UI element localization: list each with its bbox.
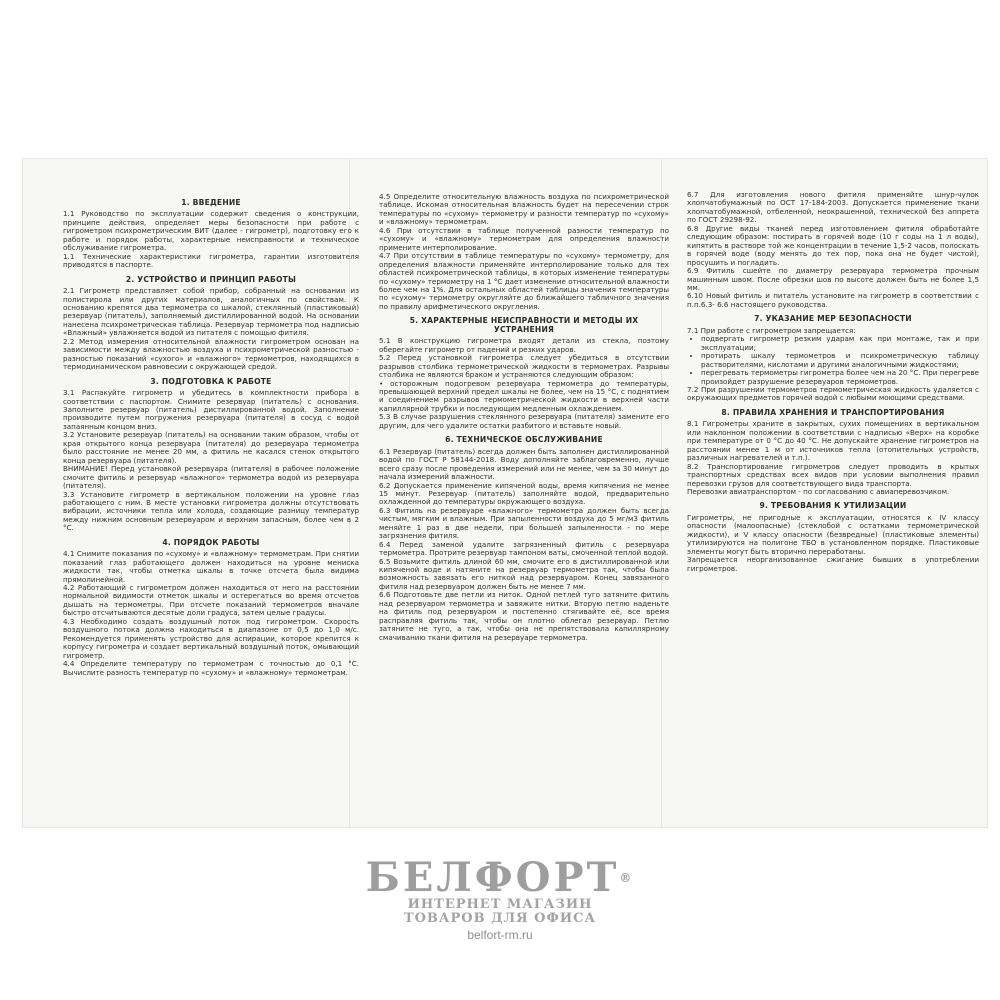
- store-logo: [0, 854, 1000, 926]
- trademark-sign: ®: [619, 871, 635, 885]
- section-heading: 1. ВВЕДЕНИЕ: [181, 198, 241, 207]
- list-item: • перегревать термометры гигрометра более чем на 20 °С. При перегреве произойдет разрушение резервуаров термометров.: [701, 369, 979, 386]
- bullet-list: [687, 335, 979, 386]
- column-3: [687, 191, 979, 573]
- paragraph: 3.1 Распакуйте гигрометр и убедитесь в комплектности прибора в соответствии с паспортом. Снимите резервуар (питатель) с основания. Заполните резервуар (питатель) дистиллированной водой. Заполнение производите путем погружения резервуара (питателя) в сосуд с водой запаянным концом вниз.: [63, 388, 359, 431]
- store-url: belfort-rm.ru: [467, 928, 533, 942]
- section-heading: 7. УКАЗАНИЕ МЕР БЕЗОПАСНОСТИ: [754, 314, 912, 324]
- paragraph: Запрещается неорганизованное сжигание бывших в употреблении гигрометров.: [687, 555, 979, 573]
- paragraph: 3.2 Установите резервуар (питатель) на основании таким образом, чтобы от края открытого конца резервуара (питателя) до резервуара термометра было расстояние не менее 20 мм, а фитиль не касался стенок открытого конца резервуара (питателя).: [63, 430, 359, 465]
- paragraph: 6.5 Возьмите фитиль длиной 60 мм, смочите его в дистиллированной или кипяченой воде и натяните на резервуар термометра так, чтобы была возможность завязать его ниткой над резервуаром. Конец завязанного фитиля над резервуаром должен быть не менее 7 мм.: [379, 556, 669, 591]
- paragraph: 2.1 Гигрометр представляет собой прибор, собранный на основании из полистирола или других материалов, аналогичных по свойствам. К основанию крепятся два термометра со шкалой, стеклянный (пластиковый) резервуар (питатель), заполняемый дистиллированной водой. На основании нанесена психрометрическая таблица. Резервуар термометра под надписью «Влажный» увлажняется водой из питателя с помощью фитиля.: [63, 286, 359, 338]
- paragraph: 6.6 Подготовьте две петли из ниток. Одной петлей туго затяните фитиль над резервуаром термометра и завяжите нитки. Вторую петлю наденьте на фитиль под резервуаром и постепенно стягивайте её, все время расправляя фитиль так, чтобы он плотно облегал резервуар. Петлю затяните не туго, а так, чтобы она не препятствовала капиллярному смачиванию ткани фитиля на резервуаре термометра.: [379, 590, 669, 642]
- paragraph: 7.1 При работе с гигрометром запрещается:: [687, 325, 856, 335]
- column-2: [379, 193, 669, 642]
- section-heading: 5. ХАРАКТЕРНЫЕ НЕИСПРАВНОСТИ И МЕТОДЫ ИХ УСТРАНЕНИЯ: [409, 316, 639, 334]
- paragraph: 4.5 Определите относительную влажность воздуха по психрометрической таблице. Искомая относительная влажность будет на пересечении строк температуры по «сухому» термометру и разности температур по «сухому» и «влажному» термометрам.: [379, 192, 669, 227]
- paragraph: 4.7 При отсутствии в таблице температуры по «сухому» термометру, для определения влажности применяйте интерполирование только для тех областей психрометрической таблицы, в которых изменение температуры по «сухому» термометру на 1 °С дает изменение относительной влажности более чем на 1%. Для остальных областей таблицы значения температуры по «сухому» термометру округляйте до ближайшего табличного значения по правилу арифметического округления.: [379, 251, 669, 311]
- column-1: [63, 193, 359, 677]
- paragraph: 7.2 При разрушении термометров термометрическая жидкость удаляется с окружающих предметов горячей водой с любыми моющими средствами.: [687, 384, 979, 403]
- paragraph: 4.2 Работающий с гигрометром должен находиться от него на расстоянии нормальной видимости отметок шкалы и остерегаться во время отсчетов дышать на термометры. При отсчете показаний термометров вначале быстро отсчитываются десятые доли градуса, затем целые градусы.: [63, 583, 359, 618]
- paragraph: 6.4 Перед заменой удалите загрязненный фитиль с резервуара термометра. Протрите резервуар тампоном ваты, смоченной теплой водой.: [379, 539, 669, 558]
- section-heading: 9. ТРЕБОВАНИЯ К УТИЛИЗАЦИИ: [759, 501, 907, 511]
- paragraph: 2.2 Метод измерения относительной влажности гигрометром основан на зависимости между влажностью воздуха и психрометрической разностью - разностью показаний «сухого» и «влажного» термометров, находящихся в термодинамическом равновесии с окружающей средой.: [63, 336, 359, 372]
- paragraph: 4.1 Снимите показания по «сухому» и «влажному» термометрам. При снятии показаний глаз работающего должен находиться на уровне мениска жидкости так, чтобы отметка шкалы в точке отсчета была видима прямолинейной.: [63, 549, 359, 584]
- paragraph: 4.4 Определите температуру по термометрам с точностью до 0,1 °С. Вычислите разность температур по «сухому» и «влажному» термометрам.: [63, 659, 359, 677]
- logo-tagline-2: ТОВАРОВ ДЛЯ ОФИСА: [403, 911, 597, 926]
- paragraph: 4.6 При отсутствии в таблице полученной разности температур по «сухому» и «влажному» термометрам для определения влажности примените интерполирование.: [379, 225, 669, 252]
- logo-tagline-1: ИНТЕРНЕТ МАГАЗИН: [407, 897, 593, 912]
- paragraph: ВНИМАНИЕ! Перед установкой резервуара (питателя) в рабочее положение смочите фитиль и резервуар «влажного» термометра водой из резервуара (питателя).: [63, 464, 359, 491]
- paragraph: 1.1 Руководство по эксплуатации содержит сведения о конструкции, принципе действия, определяет меры безопасности при работе с гигрометром психрометрическим ВИТ (далее - гигрометр), подготовку его к работе и порядок работы, характерные неисправности и техническое обслуживание гигрометра.: [63, 209, 359, 253]
- paragraph: 4.3 Необходимо создать воздушный поток под гигрометром. Скорость воздушного потока должна находиться в диапазоне от 0,5 до 1,0 м/с. Рекомендуется применять устройство для аспирации, которое крепится к корпусу гигрометра и создает вертикальный воздушный поток, омывающий гигрометр.: [63, 616, 359, 660]
- paragraph: • осторожным подогревом резервуара термометра до температуры, превышающей верхний предел шкалы не более, чем на 15 °С, с поднятием и соединением разрывов термометрической жидкости в верхней части капиллярной трубки и последующим медленным охлаждением.: [379, 378, 669, 413]
- section-heading: 4. ПОРЯДОК РАБОТЫ: [162, 537, 260, 547]
- paragraph: 6.10 Новый фитиль и питатель установите на гигрометр в соответствии с п.п.6.3- 6.6 настоящего руководства.: [687, 291, 979, 309]
- paragraph: 6.8 Другие виды тканей перед изготовлением фитиля обработайте следующим образом: постирать в горячей воде (10 г соды на 1 л воды), кипятить в растворе той же концентрации в течение 1,5-2 часов, полоскать в горячей воде (воду менять до тех пор, пока она не будет чистой), просушить и погладить.: [687, 223, 979, 267]
- section-heading: 2. УСТРОЙСТВО И ПРИНЦИП РАБОТЫ: [125, 274, 297, 284]
- paragraph: 6.7 Для изготовления нового фитиля применяйте шнур-чулок хлопчатобумажный по ОСТ 17-184-2003. Допускается применение ткани хлопчатобумажной, отбеленной, неокрашенной, технической без аппрета по ГОСТ 29298-92.: [687, 190, 979, 225]
- paragraph: 3.3 Установите гигрометр в вертикальном положении на уровне глаз работающего с ним. В месте установки гигрометра должны отсутствовать вибрации, источники тепла или холода, создающие разницу температур между нижним основным резервуаром и верхним запасным, более чем в 2 °С.: [63, 489, 359, 533]
- logo-brand: БЕЛФОРТ®: [365, 854, 635, 901]
- section-heading: 6. ТЕХНИЧЕСКОЕ ОБСЛУЖИВАНИЕ: [445, 435, 603, 445]
- list-item: • подвергать гигрометр резким ударам как при монтаже, так и при эксплуатации;: [701, 335, 979, 352]
- paragraph: 6.3 Фитиль на резервуаре «влажного» термометра должен быть всегда чистым, мягким и влажным. При запыленности воздуха до 5 мг/м3 фитиль меняйте 1 раз в две недели, при большей запыленности - по мере загрязнения фитиля.: [379, 505, 669, 541]
- paragraph: Перевозки авиатранспортом - по согласованию с авиаперевозчиком.: [687, 486, 950, 496]
- paragraph: 1.1 Технические характеристики гигрометра, гарантии изготовителя приводятся в паспорте.: [63, 251, 359, 270]
- list-item: • протирать шкалу термометров и психрометрическую таблицу растворителями, кислотами и другими аналогичными жидкостями;: [701, 352, 979, 369]
- paragraph: 8.2 Транспортирование гигрометров следует проводить в крытых транспортных средствах всех видов при условии выполнения правил перевозки грузов для соответствующего вида транспорта.: [687, 461, 979, 488]
- paragraph: 5.1 В конструкцию гигрометра входят детали из стекла, поэтому оберегайте гигрометр от падений и резких ударов.: [379, 336, 669, 354]
- paragraph: Гигрометры, не пригодные к эксплуатации, относятся к IV классу опасности (малоопасные) (стеклобой с остатками термометрической жидкости), и V классу опасности (безвредные) (пластиковые элементы) утилизируются на полигоне ТБО в установленном порядке. Пластиковые элементы могут быть вторично переработаны.: [687, 512, 979, 556]
- section-heading: 3. ПОДГОТОВКА К РАБОТЕ: [150, 376, 272, 386]
- paragraph: 5.3 В случае разрушения стеклянного резервуара (питателя) замените его другим, для чего удалите остатки разбитого и вставьте новый.: [379, 412, 669, 430]
- section-heading: 8. ПРАВИЛА ХРАНЕНИЯ И ТРАНСПОРТИРОВАНИЯ: [721, 407, 945, 417]
- paragraph: 6.2 Допускается применение кипяченой воды, время кипячения не менее 15 минут. Резервуар (питатель) заполняйте водой, предварительно охлажденной до температуры окружающего воздуха.: [379, 480, 669, 507]
- paragraph: 8.1 Гигрометры храните в закрытых, сухих помещениях в вертикальном или наклонном положении в соответствии с надписью «Верх» на коробке при температуре от 0 °С до 40 °С. Не допускайте хранение гигрометров на расстоянии менее 1 м от источников тепла (отопительных устройств, различных нагревателей и т.п.).: [687, 419, 979, 463]
- paragraph: 5.2 Перед установкой гигрометра следует убедиться в отсутствии разрывов столбика термометрической жидкости в термометрах. Разрывы столбика не являются браком и устраняются следующим образом:: [379, 353, 669, 380]
- paragraph: 6.1 Резервуар (питатель) всегда должен быть заполнен дистиллированной водой по ГОСТ Р 58144-2018. Воду дополняйте заблаговременно, лучше всего сразу после проведения измерений или не менее, чем за 30 минут до начала измерений влажности.: [379, 446, 669, 482]
- instruction-sheet: [22, 158, 988, 828]
- paragraph: 6.9 Фитиль сшейте по диаметру резервуара термометра прочным машинным швом. После обрезки шов по высоте должен быть не более 1,5 мм.: [687, 266, 979, 292]
